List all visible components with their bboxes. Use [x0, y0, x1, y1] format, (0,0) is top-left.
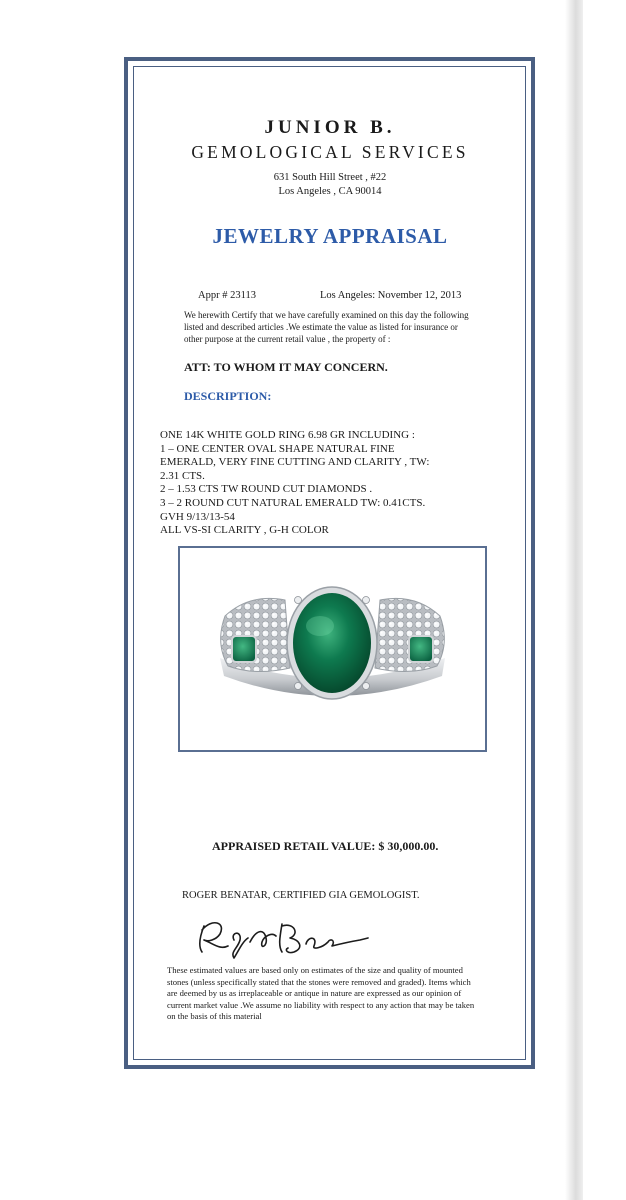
description-line: 1 – ONE CENTER OVAL SHAPE NATURAL FINE [160, 442, 395, 455]
description-heading: DESCRIPTION: [184, 389, 272, 403]
handwritten-signature [190, 912, 390, 962]
description-body [160, 429, 480, 537]
company-name: JUNIOR B. [264, 117, 396, 138]
right-side-emerald [409, 636, 433, 662]
description-line: EMERALD, VERY FINE CUTTING AND CLARITY , TW: [160, 456, 430, 469]
description-line: ALL VS-SI CLARITY , G-H COLOR [160, 524, 329, 537]
signature [190, 912, 390, 967]
description-line: ONE 14K WHITE GOLD RING 6.98 GR INCLUDING : [160, 429, 415, 441]
left-side-emerald [232, 636, 256, 662]
disclaimer-line: current market value .We assume no liability with respect to any action that may be taken [167, 999, 475, 1010]
description-line: 3 – 2 ROUND CUT NATURAL EMERALD TW: 0.41CTS. [160, 496, 426, 509]
ring-photo [178, 546, 487, 752]
emerald-ring-image [180, 548, 485, 750]
address-city: Los Angeles , CA 90014 [278, 186, 382, 197]
center-emerald [293, 593, 371, 693]
disclaimer-line: on the basis of this material [167, 1011, 262, 1021]
disclaimer-line: stones (unless specifically stated that the stones were removed and graded). Items which [167, 976, 471, 987]
disclaimer [167, 965, 517, 1023]
document-title: JEWELRY APPRAISAL [212, 224, 448, 248]
description-line: 2.31 CTS. [160, 469, 205, 482]
certification-statement: We herewith Certify that we have carefully examined on this day the following listed and described articles .We estimate the value as listed for insurance or other purpose at the current retail value , the property of : [184, 310, 469, 344]
appraisal-number: Appr # 23113 [198, 290, 256, 301]
attention-line: ATT: TO WHOM IT MAY CONCERN. [184, 360, 388, 374]
appraisal-place-date: Los Angeles: November 12, 2013 [320, 290, 462, 301]
appraised-value: APPRAISED RETAIL VALUE: $ 30,000.00. [212, 839, 439, 853]
disclaimer-line: are deemed by us as irreplaceable or antique in nature are expressed as our opinion of [167, 988, 462, 998]
description-line: 2 – 1.53 CTS TW ROUND CUT DIAMONDS . [160, 483, 373, 496]
address-street: 631 South Hill Street , #22 [273, 172, 387, 183]
scan-edge-shadow [565, 0, 583, 1200]
disclaimer-line: These estimated values are based only on estimates of the size and quality of mounted [167, 965, 463, 975]
description-line: GVH 9/13/13-54 [160, 510, 235, 523]
gemologist-name: ROGER BENATAR, CERTIFIED GIA GEMOLOGIST. [182, 890, 420, 901]
company-subtitle: GEMOLOGICAL SERVICES [191, 142, 469, 162]
